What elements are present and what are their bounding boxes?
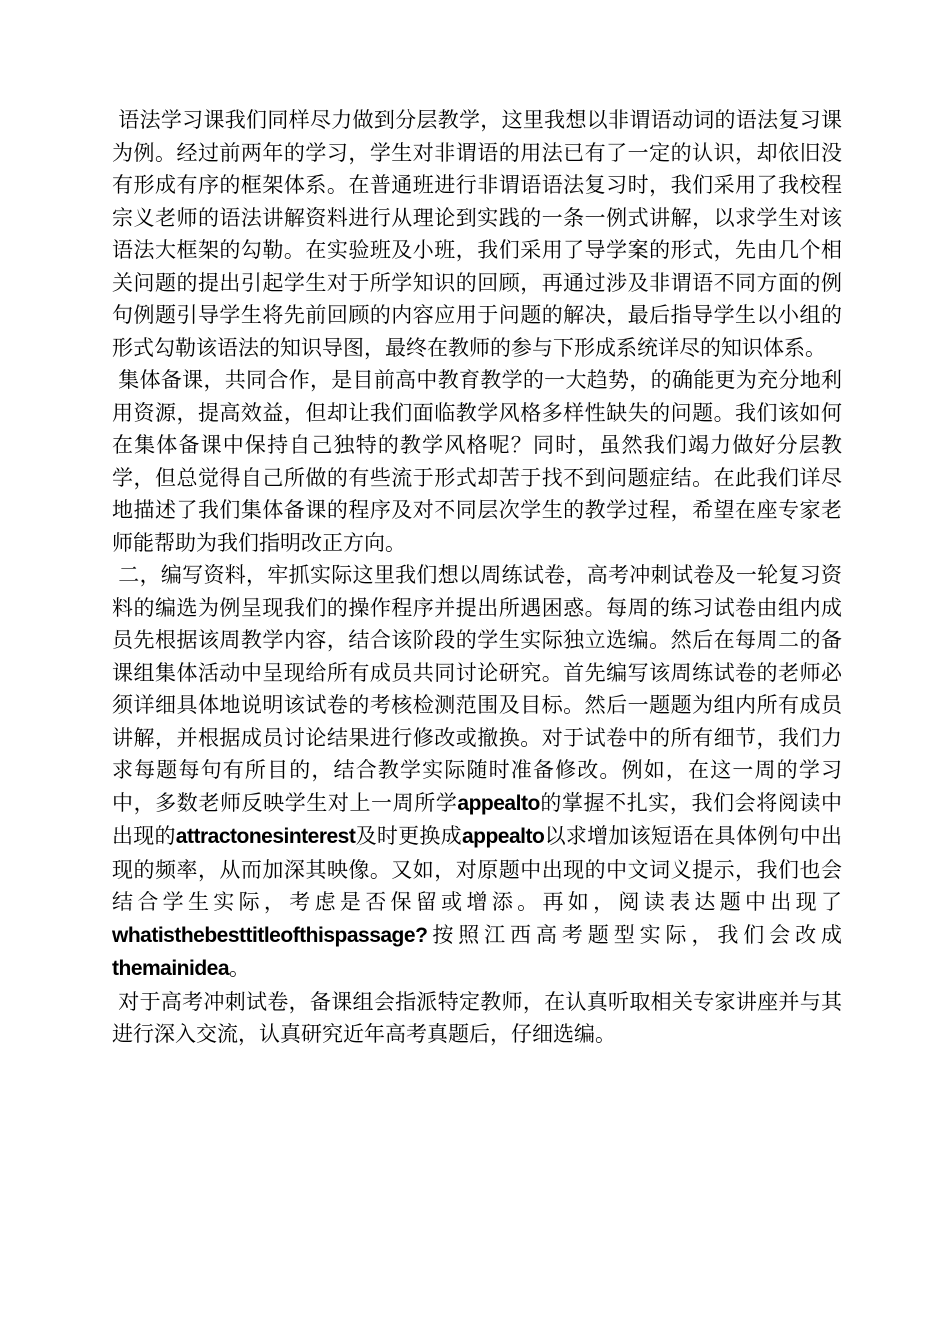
paragraph-exam-sprint [112,986,842,1051]
paragraph-grammar-review [112,104,842,364]
paragraph-text: 。 [229,956,251,980]
english-term: attractonesinterest [175,825,356,848]
paragraph-text: 对于高考冲刺试卷，备课组会指派特定教师，在认真听取相关专家讲座并与其进行深入交流，认真研究近年高考真题后，仔细选编。 [112,989,842,1046]
paragraph-text: 语法学习课我们同样尽力做到分层教学，这里我想以非谓语动词的语法复习课为例。经过前两年的学习，学生对非谓语的用法已有了一定的认识，却依旧没有形成有序的框架体系。在普通班进行非谓语语法复习时，我们采用了我校程宗义老师的语法讲解资料进行从理论到实践的一条一例式讲解，以求学生对该语法大框架的勾勒。在实验班及小班，我们采用了导学案的形式，先由几个相关问题的提出引起学生对于所学知识的回顾，再通过涉及非谓语不同方面的例句例题引导学生将先前回顾的内容应用于问题的解决，最后指导学生以小组的形式勾勒该语法的知识导图，最终在教师的参与下形成系统详尽的知识体系。 [112,108,842,360]
english-term: whatisthebesttitleofthispassage? [112,923,428,947]
paragraph-text: 二，编写资料，牢抓实际这里我们想以周练试卷，高考冲刺试卷及一轮复习资料的编选为例呈现我们的操作程序并提出所遇困惑。每周的练习试卷由组内成员先根据该周教学内容，结合该阶段的学生实际独立选编。然后在每周二的备课组集体活动中呈现给所有成员共同讨论研究。首先编写该周练试卷的老师必须详细具体地说明该试卷的考核检测范围及目标。然后一题题为组内所有成员讲解，并根据成员讨论结果进行修改或撤换。对于试卷中的所有细节，我们力求每题每句有所目的，结合教学实际随时准备修改。例如，在这一周的学习中，多数老师反映学生对上一周所学 [112,563,842,815]
paragraph-text: 的掌握不扎实，我们会将阅读中出现的 [112,790,843,848]
paragraph-text: 及时更换成 [355,824,462,848]
english-term: themainidea [112,957,230,980]
paragraph-text: 集体备课，共同合作，是目前高中教育教学的一大趋势，的确能更为充分地利用资源，提高效益，但却让我们面临教学风格多样性缺失的问题。我们该如何在集体备课中保持自己独特的教学风格呢？同时，虽然我们竭力做好分层教学，但总觉得自己所做的有些流于形式却苦于找不到问题症结。在此我们详尽地描述了我们集体备课的程序及对不同层次学生的教学过程，希望在座专家老师能帮助为我们指明改正方向。 [112,368,842,555]
paragraph-text: 按照江西高考题型实际，我们会改成 [427,922,842,947]
document-body [112,104,842,1051]
paragraph-materials-writing [112,559,842,986]
paragraph-collective-lesson-prep [112,364,842,559]
english-term: appealto [461,825,545,848]
paragraph-text: 以求增加该短语在具体例句中出现的频率，从而加深其映像。又如，对原题中出现的中文词义提示，我们也会结合学生实际，考虑是否保留或增添。再如，阅读表达题中出现了 [112,824,843,914]
english-term: appealto [457,791,540,815]
